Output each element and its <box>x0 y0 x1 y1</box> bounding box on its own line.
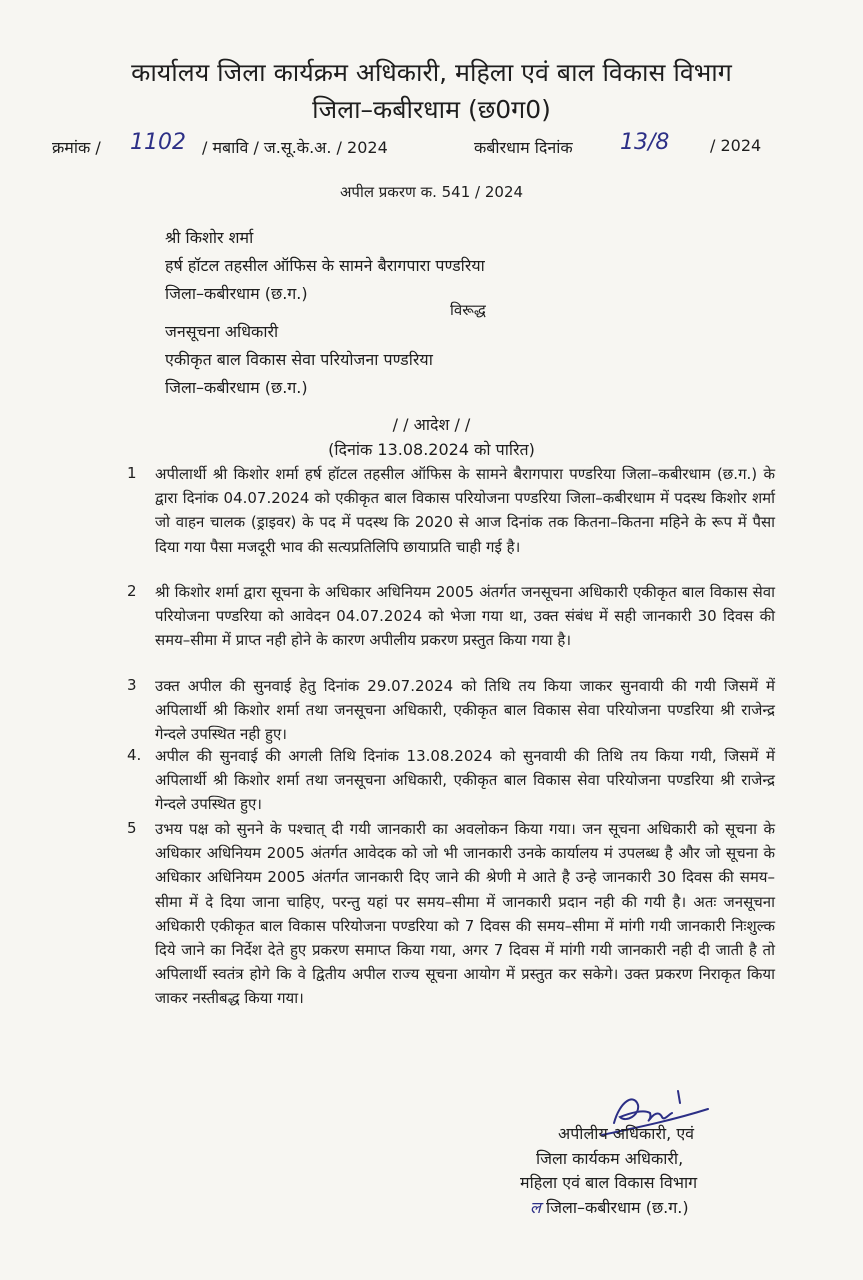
respondent-title: जनसूचना अधिकारी <box>165 322 279 341</box>
appellant-address: हर्ष हॉटल तहसील ऑफिस के सामने बैरागपारा पण्डरिया <box>165 256 485 275</box>
paragraph-5: उभय पक्ष को सुनने के पश्चात् दी गयी जानकारी का अवलोकन किया गया। जन सूचना अधिकारी को सूचना के अधिकार अधिनियम 2005 अंतर्गत आवेदक को जो भी जानकारी उनके कार्यालय मं उपलब्ध है और जो सूचना के अधिकार अधिनियम 2005 अंतर्गत जानकारी दिए जाने की श्रेणी मे आते है उन्हे जानकारी 30 दिवस की समय–सीमा में दे दिया जाना चाहिए, परन्तु यहां पर समय–सीमा में जानकारी प्रदान नही की गयी है। अतः जनसूचना अधिकारी एकीकृत बाल विकास परियोजना पण्डरिया को 7 दिवस की समय–सीमा में मांगी गयी जानकारी निःशुल्क दिये जाने का निर्देश देते हुए प्रकरण समाप्त किया गया, अगर 7 दिवस में मांगी गयी जानकारी नही दी जाती है तो अपिलार्थी स्वतंत्र होगे कि वे द्वितीय अपील राज्य सूचना आयोग में प्रस्तुत कर सकेगे। उक्त प्रकरण निराकृत किया जाकर नस्तीबद्ध किया गया। <box>155 820 776 1008</box>
designation-block <box>520 1122 780 1220</box>
designation-line-3: महिला एवं बाल विकास विभाग <box>520 1173 698 1192</box>
designation-line-2: जिला कार्यकम अधिकारी, <box>536 1148 684 1168</box>
paragraph-1: अपीलार्थी श्री किशोर शर्मा हर्ष हॉटल तहसील ऑफिस के सामने बैरागपारा पण्डरिया जिला–कबीरधाम (छ.ग.) के द्वारा दिनांक 04.07.2024 को एकीकृत बाल विकास परियोजना पण्डरिया जिला–कबीरधाम में पदस्थ किशोर शर्मा जो वाहन चालक (ड्राइवर) के पद में पदस्थ कि 2020 से आज दिनांक तक कितना–कितना महिने के रूप में पैसा दिया गया पैसा मजदूरी भाव की सत्यप्रतिलिपि छायाप्रति चाही गई है। <box>155 465 775 556</box>
paragraph-number: 1 <box>127 464 137 482</box>
designation-line-1: अपीलीय अधिकारी, एवं <box>558 1124 695 1143</box>
handwritten-initial: ल <box>530 1197 541 1217</box>
respondent-office: एकीकृत बाल विकास सेवा परियोजना पण्डरिया <box>165 350 433 369</box>
respondent-district: जिला–कबीरधाम (छ.ग.) <box>165 378 308 397</box>
order-date: (दिनांक 13.08.2024 को पारित) <box>328 440 535 459</box>
district-title: जिला–कबीरधाम (छ0ग0) <box>312 95 551 124</box>
versus-label: विरूद्ध <box>450 301 486 319</box>
handwritten-number: 1102 <box>130 130 186 155</box>
appellant-block <box>165 224 485 308</box>
reference-year: / 2024 <box>710 136 762 155</box>
paragraph-number: 4. <box>127 746 142 764</box>
appellant-district: जिला–कबीरधाम (छ.ग.) <box>165 284 308 303</box>
appeal-case-number: अपील प्रकरण क. 541 / 2024 <box>339 183 524 201</box>
paragraph-number: 5 <box>127 819 137 837</box>
paragraph-number: 3 <box>127 676 137 694</box>
paragraph-number: 2 <box>127 582 137 600</box>
paragraph-2: श्री किशोर शर्मा द्वारा सूचना के अधिकार अधिनियम 2005 अंतर्गत जनसूचना अधिकारी एकीकृत बाल विकास सेवा परियोजना पण्डरिया को आवेदन 04.07.2024 को भेजा गया था, उक्त संबंध में सही जानकारी 30 दिवस की समय–सीमा में प्राप्त नही होने के कारण अपीलीय प्रकरण प्रस्तुत किया गया है। <box>155 583 775 650</box>
place-date-label: कबीरधाम दिनांक <box>474 138 573 157</box>
designation-line-4-wrap <box>520 1196 780 1221</box>
paragraph-3: उक्त अपील की सुनवाई हेतु दिनांक 29.07.2024 को तिथि तय किया जाकर सुनवायी की गयी जिसमें में अपिलार्थी श्री किशोर शर्मा तथा जनसूचना अधिकारी, एकीकृत बाल विकास सेवा परियोजना पण्डरिया श्री राजेन्द्र गेन्दले उपस्थित नही हुए। <box>155 677 775 744</box>
respondent-block <box>165 318 433 402</box>
designation-line-4: जिला–कबीरधाम (छ.ग.) <box>545 1197 689 1217</box>
order-heading: / / आदेश / / <box>392 415 471 434</box>
paragraph-4: अपील की सुनवाई की अगली तिथि दिनांक 13.08.2024 को सुनवायी की तिथि तय किया गयी, जिसमें में अपिलार्थी श्री किशोर शर्मा तथा जनसूचना अधिकारी, एकीकृत बाल विकास सेवा परियोजना पण्डरिया श्री राजेन्द्र गेन्दले उपस्थित हुए। <box>155 747 775 814</box>
handwritten-date: 13/8 <box>620 130 670 155</box>
reference-line <box>52 132 772 162</box>
appellant-name: श्री किशोर शर्मा <box>165 228 254 247</box>
kramank-label: क्रमांक / <box>52 138 101 157</box>
office-title: कार्यालय जिला कार्यक्रम अधिकारी, महिला एवं बाल विकास विभाग <box>131 58 732 87</box>
reference-code: / मबावि / ज.सू.के.अ. / 2024 <box>202 138 388 157</box>
